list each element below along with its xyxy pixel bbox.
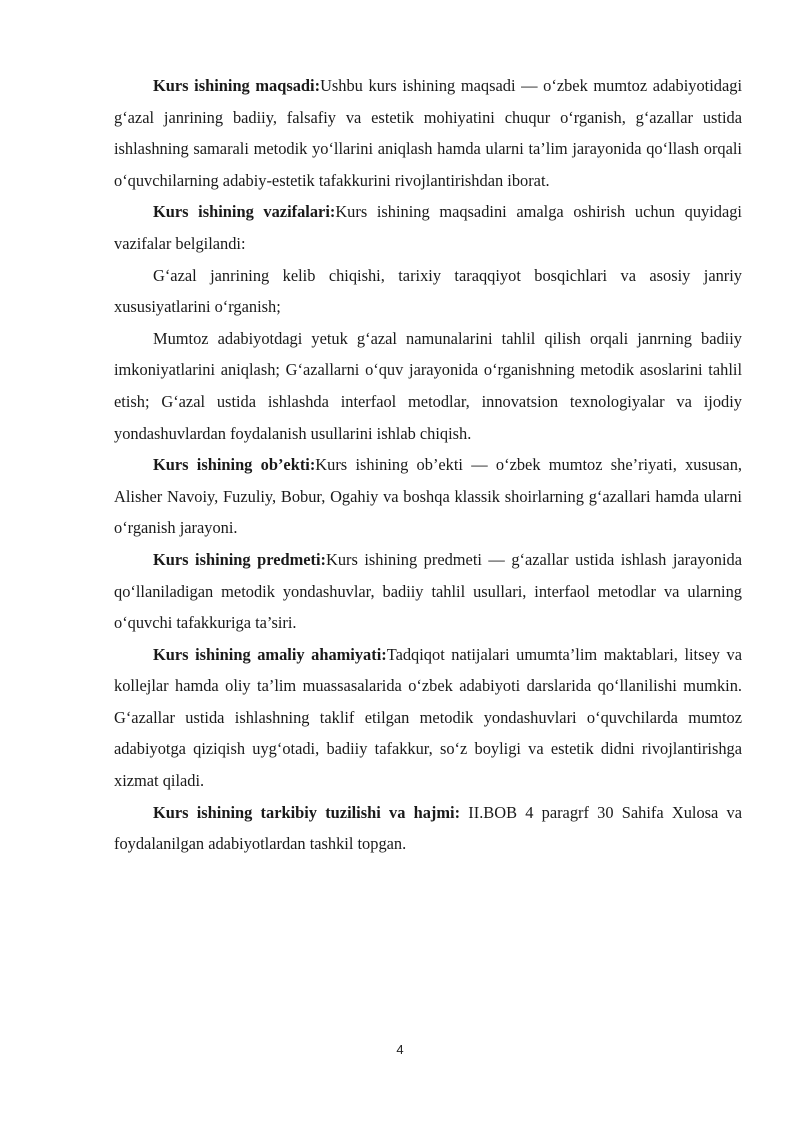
paragraph-text: Ushbu kurs ishining maqsadi — o‘zbek mumtoz adabiyotidagi g‘azal janrining badiiy, falsafiy va estetik mohiyatini chuqur o‘rganish, g‘azallar ustida ishlashning samarali metodik yo‘llarini aniqlash hamda ularni ta’lim jarayonida qo‘llash orqali o‘quvchilarning adabiy-estetik tafakkurini rivojlantirishdan iborat. xyxy=(114,76,743,190)
paragraph-task-2 xyxy=(114,323,742,449)
paragraph-text: Kurs ishining ob’ekti — o‘zbek mumtoz she’riyati, xususan, Alisher Navoiy, Fuzuliy, Bobur, Ogahiy va boshqa klassik shoirlarning g‘azallari hamda ularni o‘rganish jarayoni. xyxy=(114,455,742,538)
paragraph-text: Kurs ishining maqsadini amalga oshirish uchun quyidagi vazifalar belgilandi: xyxy=(114,202,742,253)
paragraph-subject xyxy=(114,544,742,639)
paragraph-heading: Kurs ishining tarkibiy tuzilishi va hajmi: xyxy=(153,802,461,822)
paragraph-significance xyxy=(114,639,742,797)
paragraph-structure xyxy=(114,797,742,860)
paragraph-goal xyxy=(114,70,742,196)
paragraph-text: Mumtoz adabiyotdagi yetuk g‘azal namunalarini tahlil qilish orqali janrning badiiy imkoniyatlarini aniqlash; G‘azallarni o‘quv jarayonida o‘rganishning metodik asoslarini tahlil etish; G‘azal ustida ishlashda interfaol metodlar, innovatsion texnologiyalar va ijodiy yondashuvlardan foydalanish usullarini ishlab chiqish. xyxy=(114,328,742,443)
paragraph-heading: Kurs ishining predmeti: xyxy=(153,549,326,569)
paragraph-text: Kurs ishining predmeti — g‘azallar ustida ishlash jarayonida qo‘llaniladigan metodik yondashuvlar, badiiy tahlil usullari, interfaol metodlar va ularning o‘quvchi tafakkuriga ta’siri. xyxy=(114,549,742,633)
paragraph-heading: Kurs ishining amaliy ahamiyati: xyxy=(153,644,387,664)
paragraph-object xyxy=(114,449,742,544)
paragraph-heading: Kurs ishining ob’ekti: xyxy=(153,455,316,475)
paragraph-text: Tadqiqot natijalari umumta’lim maktablari, litsey va kollejlar hamda oliy ta’lim muassasalarida o‘zbek adabiyoti darslarida qo‘llanilishi mumkin. G‘azallar ustida ishlashning taklif etilgan metodik yondashuvlari o‘quvchilarda mumtoz adabiyotga qiziqish uyg‘otadi, badiiy tafakkur, so‘z boyligi va estetik didni rivojlantirishga xizmat qiladi. xyxy=(114,644,742,791)
paragraph-heading: Kurs ishining maqsadi: xyxy=(153,76,321,95)
paragraph-heading: Kurs ishining vazifalari: xyxy=(153,202,336,222)
paragraph-task-1 xyxy=(114,260,742,323)
paragraph-text: G‘azal janrining kelib chiqishi, tarixiy taraqqiyot bosqichlari va asosiy janriy xususiyatlarini o‘rganish; xyxy=(114,265,742,317)
page-body xyxy=(114,70,742,860)
paragraph-tasks xyxy=(114,196,742,259)
paragraph-text: II.BOB 4 paragrf 30 Sahifa Xulosa va foydalanilgan adabiyotlardan tashkil topgan. xyxy=(114,802,742,854)
page-number: 4 xyxy=(396,1042,404,1057)
